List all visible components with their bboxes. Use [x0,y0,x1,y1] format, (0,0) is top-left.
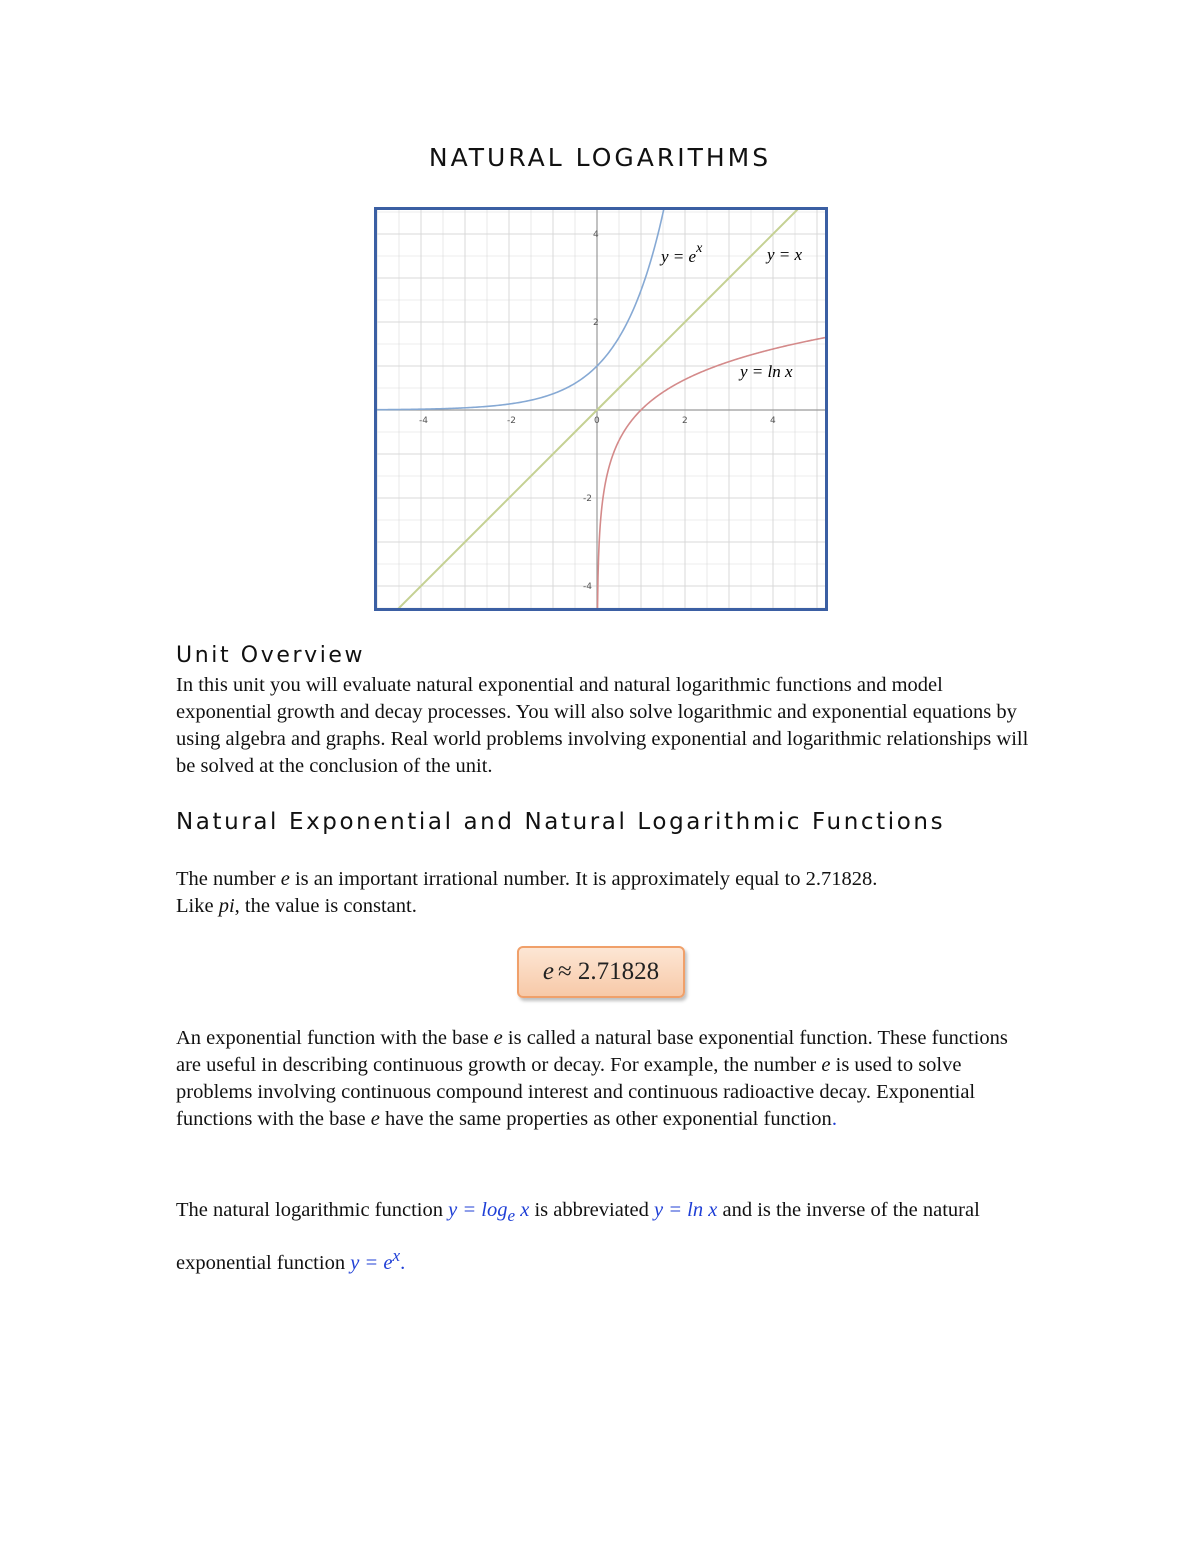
x-tick-label: 2 [682,416,688,426]
ln-label: y = ln x [740,362,793,381]
unit-overview-paragraph: In this unit you will evaluate natural exponential and natural logarithmic functions and model exponential growth and decay processes. You will also solve logarithmic and exponential equations by using algebra and graphs. Real world problems involving exponential and logarithmic relationships will be solved at the conclusion of the unit. [176,674,1029,777]
x-tick-label: -2 [507,416,516,426]
intro-paragraph: The number e is an important irrational number. It is approximately equal to 2.71828. Like pi, the value is constant. [176,868,878,917]
y-tick-label: 4 [593,230,599,240]
x-tick-label: 4 [770,416,776,426]
identity-label: y = x [767,245,803,264]
log-expression: $y = \log_e x$ [448,1199,530,1226]
natural-base-paragraph: An exponential function with the base e is called a natural base exponential function. These functions are useful in describing continuous growth or decay. For example, the number e is used to solve problems involving continuous compound interest and continuous radioactive decay. Exponential functions with the base e have the same properties as other exponential function. [176,1027,1008,1130]
unit-overview-heading: Unit Overview [176,643,366,668]
e-approx-value: ≈ 2.71828 [557,958,660,985]
inverse-paragraph: The natural logarithmic function $y = \log_e x$ is abbreviated y = ln x and is the inverse of the natural exponential function $y = e^x$. [176,1199,980,1274]
section-heading: Natural Exponential and Natural Logarithmic Functions [176,809,946,835]
e-value-box [517,946,685,998]
ln-expression: y = ln x [654,1199,718,1221]
y-tick-label: 2 [593,318,599,328]
function-graph [374,207,828,611]
y-tick-label: -4 [583,582,592,592]
x-tick-label: -4 [419,416,428,426]
unit-overview-text [176,672,1036,780]
page-title: NATURAL LOGARITHMS [428,143,772,172]
exp-expression: $y = e^x$ [350,1246,401,1274]
e-symbol: e [542,958,554,985]
exponential-curve [377,210,665,410]
exp-label: $y = e^x$ [661,241,703,266]
graph-canvas [377,210,825,608]
x-tick-label: 0 [594,416,600,426]
y-tick-label: -2 [583,494,592,504]
